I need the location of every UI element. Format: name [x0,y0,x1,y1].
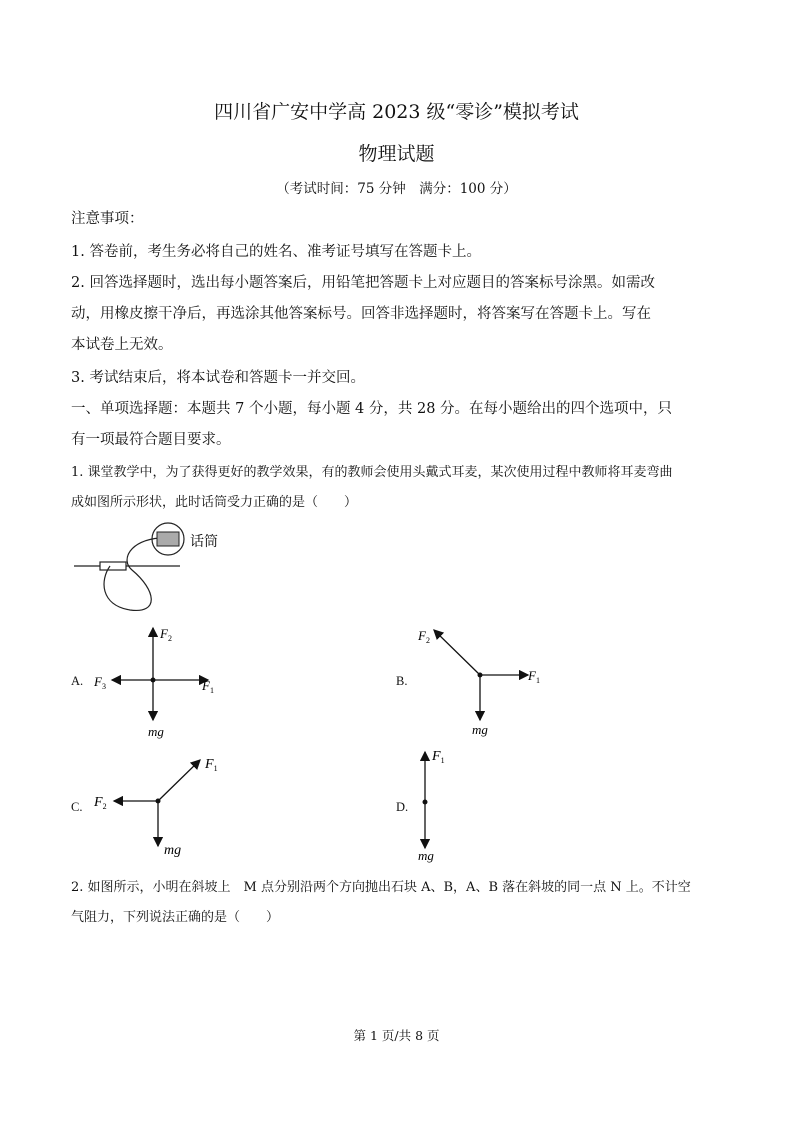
subject-title: 物理试题 [358,143,435,165]
note-item-2-line-2: 动，用橡皮擦干净后，再选涂其他答案标号。回答非选择题时，将答案写在答题卡上。写在 [71,306,651,322]
notes-heading: 注意事项： [71,211,144,227]
force-mg-label: mg [418,848,434,863]
force-f1-label: $F_1$ [202,678,214,695]
option-a-diagram [88,620,228,742]
option-c-label: C. [71,800,83,814]
question-2-line-2: 气阻力，下列说法正确的是（ ） [71,910,280,925]
force-f1-label: $F_1$ [205,757,218,773]
section-1-line-2: 有一项最符合题目要求。 [71,432,231,448]
headset-figure [70,520,240,620]
force-f1-label: $F_1$ [432,749,445,765]
force-mg-label: mg [472,722,488,737]
question-1-line-2: 成如图所示形状，此时话筒受力正确的是（ ） [71,495,358,510]
force-mg-label: mg [164,843,182,858]
force-f3-label: $F_3$ [94,674,106,691]
force-f2-label: $F_2$ [160,626,172,643]
exam-title: 四川省广安中学高 2023 级“零诊”模拟考试 [214,101,579,123]
force-mg-label: mg [148,724,164,739]
option-d-label: D. [396,800,409,814]
exam-info: （考试时间：75 分钟 满分：100 分） [276,181,517,197]
option-a-label: A. [71,674,84,688]
page-footer: 第 1 页/共 8 页 [353,1028,440,1043]
section-1-line-1: 一、单项选择题：本题共 7 个小题，每小题 4 分，共 28 分。在每小题给出的四个选项中，只 [71,401,673,417]
note-item-2-line-3: 本试卷上无效。 [71,337,173,353]
option-c-diagram [88,748,238,860]
option-b-diagram [410,624,560,742]
microphone-label: 话筒 [190,535,218,550]
force-f2-label: $F_2$ [418,628,430,645]
note-item-3: 3. 考试结束后，将本试卷和答题卡一并交回。 [71,370,365,386]
force-f1-label: $F_1$ [528,668,540,685]
question-1-line-1: 1. 课堂教学中，为了获得更好的教学效果，有的教师会使用头戴式耳麦，某次使用过程中教师将耳麦弯曲 [71,465,673,480]
note-item-2-line-1: 2. 回答选择题时，选出每小题答案后，用铅笔把答题卡上对应题目的答案标号涂黑。如需改 [71,275,655,291]
force-f2-label: $F_2$ [94,795,107,811]
note-item-1: 1. 答卷前，考生务必将自己的姓名、准考证号填写在答题卡上。 [71,244,481,260]
option-d-diagram [410,742,490,866]
option-b-label: B. [396,674,408,688]
question-2-line-1: 2. 如图所示，小明在斜坡上 M 点分别沿两个方向抛出石块 A、B，A、B 落在斜坡的同一点 N 上。不计空 [71,880,691,895]
